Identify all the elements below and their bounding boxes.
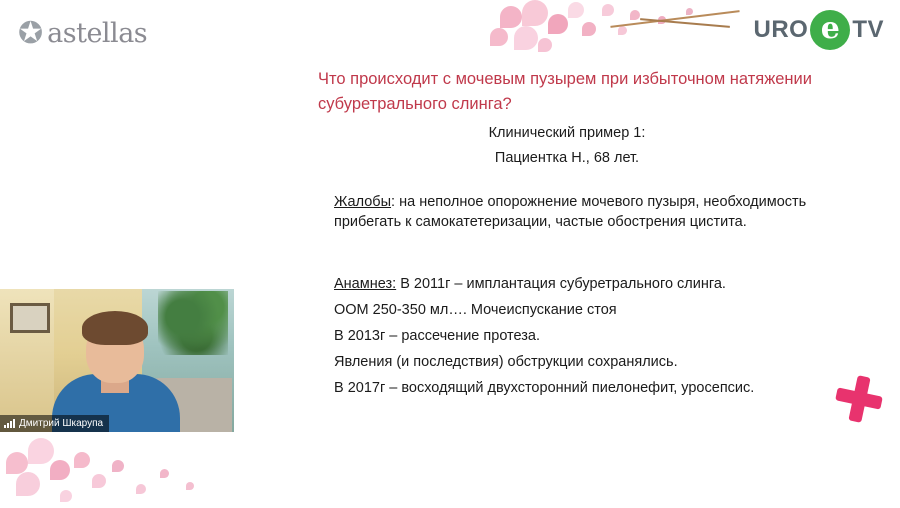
urotv-e-icon: e — [810, 10, 850, 50]
picture-frame-decoration — [10, 303, 50, 333]
complaints-block — [334, 192, 854, 232]
star-icon: ✪ — [18, 16, 44, 50]
anamnesis-line: В 2011г – имплантация субуретрального слинга. — [400, 276, 726, 292]
patient-info: Пациентка Н., 68 лет. — [494, 150, 640, 166]
cross-mark-icon — [836, 376, 882, 422]
complaints-text: : на неполное опорожнение мочевого пузыря, необходимость прибегать к самокатетеризации, частые обострения цистита. — [334, 194, 807, 230]
anamnesis-label: Анамнез: — [334, 276, 397, 292]
participant-name: Дмитрий Шкарупа — [19, 418, 104, 429]
anamnesis-line: В 2013г – рассечение протеза. — [334, 328, 541, 344]
signal-bars-icon — [4, 419, 15, 428]
complaints-label: Жалобы — [334, 194, 392, 210]
sakura-decoration-bottom-left — [0, 430, 240, 508]
speaker-hair — [82, 311, 148, 345]
astellas-wordmark: astellas — [47, 18, 148, 49]
webcam-tile[interactable] — [0, 289, 234, 432]
urotv-logo — [753, 10, 884, 50]
astellas-logo — [18, 18, 147, 49]
anamnesis-line: ООМ 250-350 мл…. Мочеиспускание стоя — [334, 302, 617, 318]
anamnesis-line: В 2017г – восходящий двухсторонний пиелонефит, уросепсис. — [334, 380, 755, 396]
anamnesis-block — [334, 271, 874, 401]
slide-content — [234, 53, 900, 432]
participant-name-badge — [0, 415, 109, 432]
anamnesis-line: Явления (и последствия) обструкции сохранялись. — [334, 354, 678, 370]
urotv-left-text: URO — [753, 16, 809, 43]
slide-title: Что происходит с мочевым пузырем при избыточном натяжении субуретрального слинга? — [318, 70, 812, 113]
clinical-case-label: Клинический пример 1: — [488, 125, 646, 141]
urotv-right-text: TV — [852, 16, 884, 43]
plant-decoration — [158, 291, 228, 355]
